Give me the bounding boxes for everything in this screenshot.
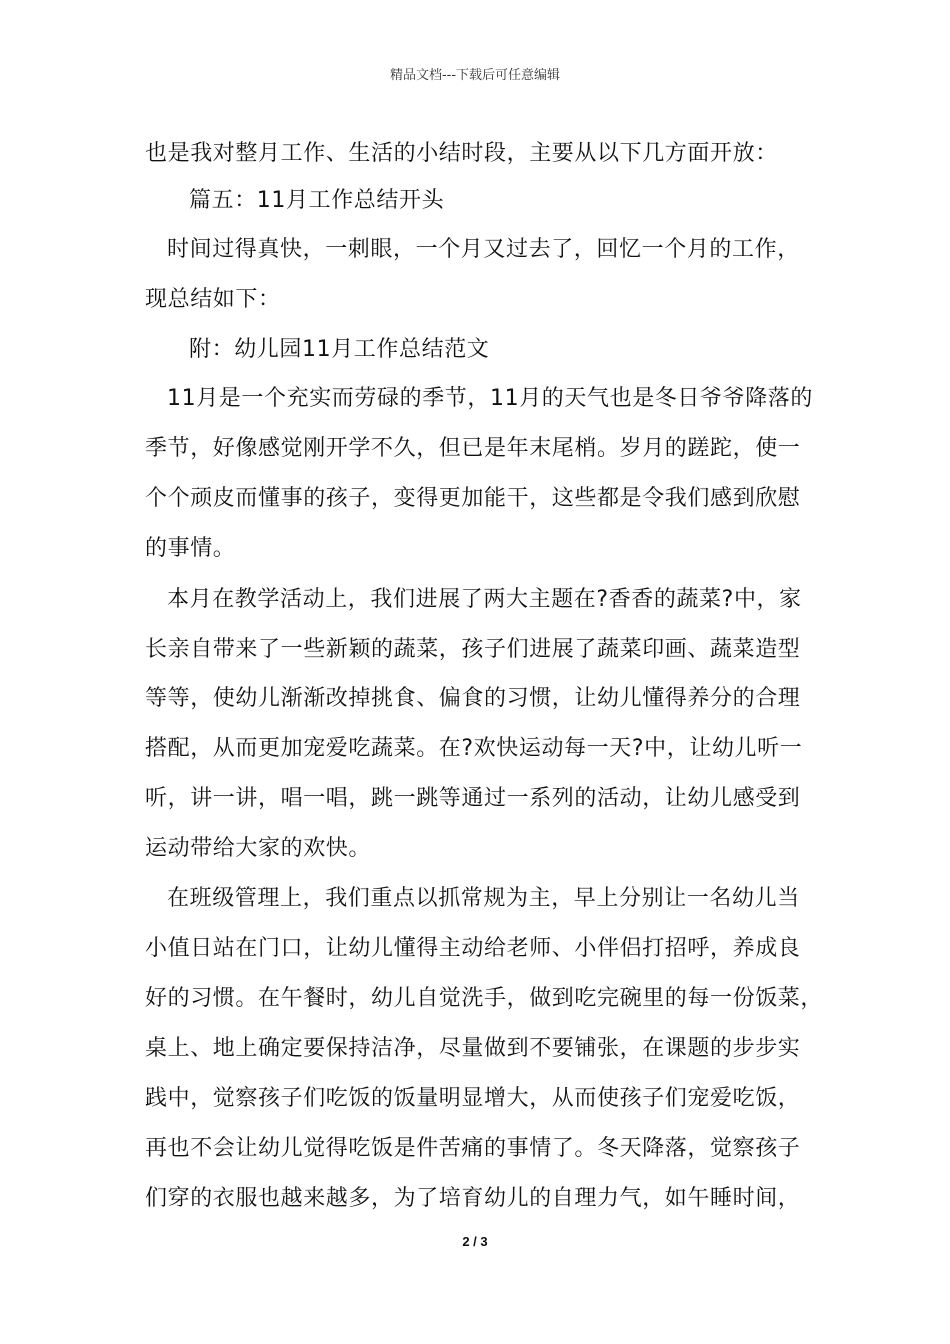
text-line: 好的习惯。在午餐时，幼儿自觉洗手，做到吃完碗里的每一份饭菜， bbox=[145, 986, 824, 1011]
page-number: 2 / 3 bbox=[462, 1234, 488, 1249]
text-line: 践中，觉察孩子们吃饭的饭量明显增大，从而使孩子们宠爱吃饭， bbox=[145, 1086, 801, 1111]
text-line: 个个顽皮而懂事的孩子，变得更加能干，这些都是令我们感到欣慰 bbox=[145, 486, 801, 511]
text-line: 听，讲一讲，唱一唱，跳一跳等通过一系列的活动，让幼儿感受到 bbox=[145, 786, 801, 811]
text-line: 搭配，从而更加宠爱吃蔬菜。在?欢快运动每一天?中，让幼儿听一 bbox=[145, 736, 803, 761]
text-line: 小值日站在门口，让幼儿懂得主动给老师、小伴侣打招呼，养成良 bbox=[145, 936, 801, 961]
text-line: 现总结如下： bbox=[145, 287, 281, 312]
text-line: 的事情。 bbox=[145, 536, 236, 561]
text-line: 长亲自带来了一些新颖的蔬菜，孩子们进展了蔬菜印画、蔬菜造型 bbox=[145, 637, 801, 662]
text-line: 本月在教学活动上，我们进展了两大主题在?香香的蔬菜?中，家 bbox=[167, 587, 802, 612]
page-header: 精品文档---下载后可任意编辑 bbox=[389, 68, 561, 83]
text-line: 运动带给大家的欢快。 bbox=[145, 836, 372, 861]
text-line: 在班级管理上，我们重点以抓常规为主，早上分别让一名幼儿当 bbox=[167, 886, 800, 911]
text-line: 也是我对整月工作、生活的小结时段，主要从以下几方面开放： bbox=[145, 141, 778, 166]
text-line: 再也不会让幼儿觉得吃饭是件苦痛的事情了。冬天降落，觉察孩子 bbox=[145, 1136, 801, 1161]
text-line: 季节，好像感觉刚开学不久，但已是年末尾梢。岁月的蹉跎，使一 bbox=[145, 436, 801, 461]
text-line: 们穿的衣服也越来越多，为了培育幼儿的自理力气，如午睡时间， bbox=[145, 1186, 801, 1211]
section-heading: 附：幼儿园11月工作总结范文 bbox=[189, 337, 490, 362]
text-line: 11月是一个充实而劳碌的季节，11月的天气也是冬日爷爷降落的 bbox=[167, 386, 813, 411]
text-line: 桌上、地上确定要保持洁净，尽量做到不要铺张，在课题的步步实 bbox=[145, 1036, 801, 1061]
text-line: 等等，使幼儿渐渐改掉挑食、偏食的习惯，让幼儿懂得养分的合理 bbox=[145, 686, 801, 711]
section-heading: 篇五：11月工作总结开头 bbox=[189, 188, 445, 213]
text-line: 时间过得真快，一刺眼，一个月又过去了，回忆一个月的工作， bbox=[167, 237, 800, 262]
